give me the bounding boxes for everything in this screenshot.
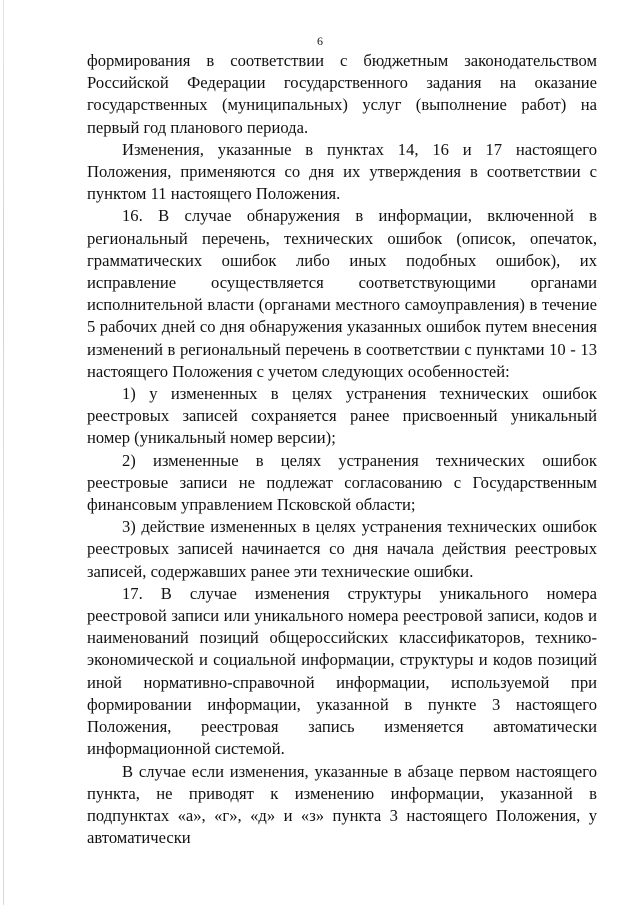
paragraph-subitem-1: 1) у измененных в целях устранения технических ошибок реестровых записей сохраняется ранее присвоенный уникальный номер (уникальный номер версии);: [87, 384, 597, 448]
scan-edge-shadow: [3, 0, 4, 905]
paragraph-item-17: 17. В случае изменения структуры уникального номера реестровой записи или уникального номера реестровой записи, кодов и наименований позиций общероссийских классификаторов, технико-экономической и социальной информации, структуры и кодов позиций иной нормативно-справочной информации, используемой при формировании информации, указанной в пункте 3 настоящего Положения, реестровая запись изменяется автоматически информационной системой.: [87, 583, 597, 759]
paragraph-item-17-continued: В случае если изменения, указанные в абзаце первом настоящего пункта, не приводят к изменению информации, указанной в подпунктах «а», «г», «д» и «з» пункта 3 настоящего Положения, у автоматически: [87, 761, 597, 848]
paragraph-changes-applicability: Изменения, указанные в пунктах 14, 16 и 17 настоящего Положения, применяются со дня их утверждения в соответствии с пунктом 11 настоящего Положения.: [87, 139, 597, 204]
document-body: [87, 50, 597, 849]
paragraph-continuation: формирования в соответствии с бюджетным законодательством Российской Федерации государственного задания на оказание государственных (муниципальных) услуг (выполнение работ) на первый год планового периода.: [87, 51, 597, 137]
page-number: 6: [317, 34, 323, 48]
paragraph-subitem-2: 2) измененные в целях устранения технических ошибок реестровые записи не подлежат согласованию с Государственным финансовым управлением Псковской области;: [87, 450, 597, 515]
paragraph-subitem-3: 3) действие измененных в целях устранения технических ошибок реестровых записей начинается со дня начала действия реестровых записей, содержавших ранее эти технические ошибки.: [87, 517, 597, 581]
paragraph-item-16: 16. В случае обнаружения в информации, включенной в региональный перечень, технических ошибок (описок, опечаток, грамматических ошибок либо иных подобных ошибок), их исправление осуществляется соответствующими органами исполнительной власти (органами местного самоуправления) в течение 5 рабочих дней со дня обнаружения указанных ошибок путем внесения изменений в региональный перечень в соответствии с пунктами 10 - 13 настоящего Положения с учетом следующих особенностей:: [87, 206, 597, 381]
